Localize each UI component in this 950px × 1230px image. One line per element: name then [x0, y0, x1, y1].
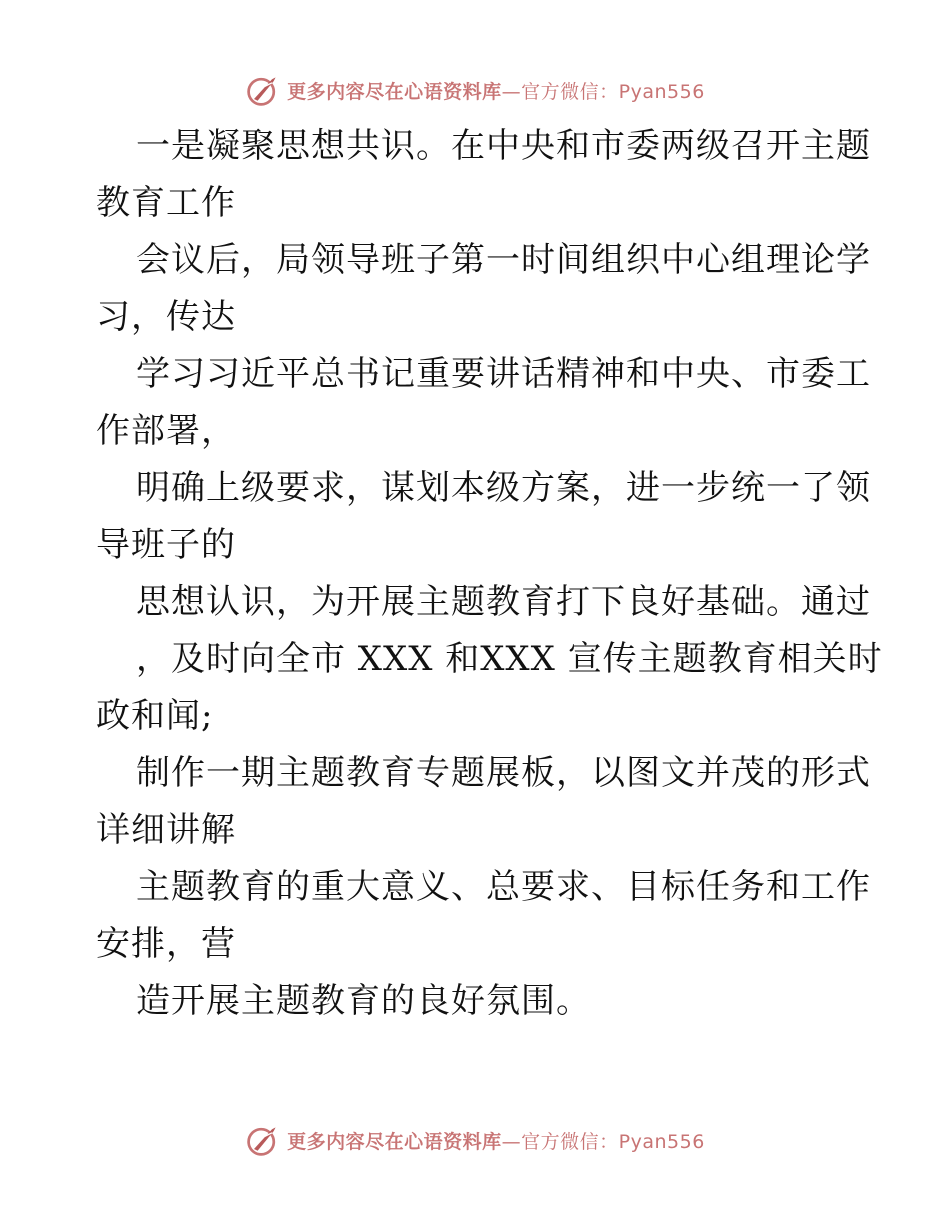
header-banner-text: 更多内容尽在心语资料库—官方微信：Pyan556: [287, 80, 705, 103]
footer-banner-text: 更多内容尽在心语资料库—官方微信：Pyan556: [287, 1130, 705, 1153]
paragraph-line: 习，传达: [96, 297, 236, 337]
paragraph-line: 会议后，局领导班子第一时间组织中心组理论学: [136, 240, 871, 280]
header-banner: [0, 70, 950, 110]
paragraph-line: 明确上级要求，谋划本级方案，进一步统一了领: [136, 468, 871, 508]
paragraph-line: 思想认识，为开展主题教育打下良好基础。通过: [136, 582, 871, 622]
feather-pen-logo-icon: [245, 1122, 281, 1158]
document-body: [96, 118, 883, 1030]
paragraph-line: 政和闻;: [96, 696, 214, 736]
paragraph-line: 学习习近平总书记重要讲话精神和中央、市委工: [136, 354, 871, 394]
paragraph-line: 导班子的: [96, 525, 236, 565]
paragraph-line: 一是凝聚思想共识。在中央和市委两级召开主题: [136, 126, 871, 166]
paragraph-line: 安排，营: [96, 924, 236, 964]
paragraph-line: 造开展主题教育的良好氛围。: [136, 981, 591, 1021]
paragraph-line: 作部署，: [96, 411, 236, 451]
paragraph-line: 详细讲解: [96, 810, 236, 850]
paragraph-line: 制作一期主题教育专题展板，以图文并茂的形式: [136, 753, 871, 793]
paragraph-line: 主题教育的重大意义、总要求、目标任务和工作: [136, 867, 871, 907]
paragraph-line: 教育工作: [96, 183, 236, 223]
paragraph-line: ，及时向全市 XXX 和XXX 宣传主题教育相关时: [136, 639, 883, 679]
footer-banner: [0, 1120, 950, 1160]
feather-pen-logo-icon: [245, 72, 281, 108]
